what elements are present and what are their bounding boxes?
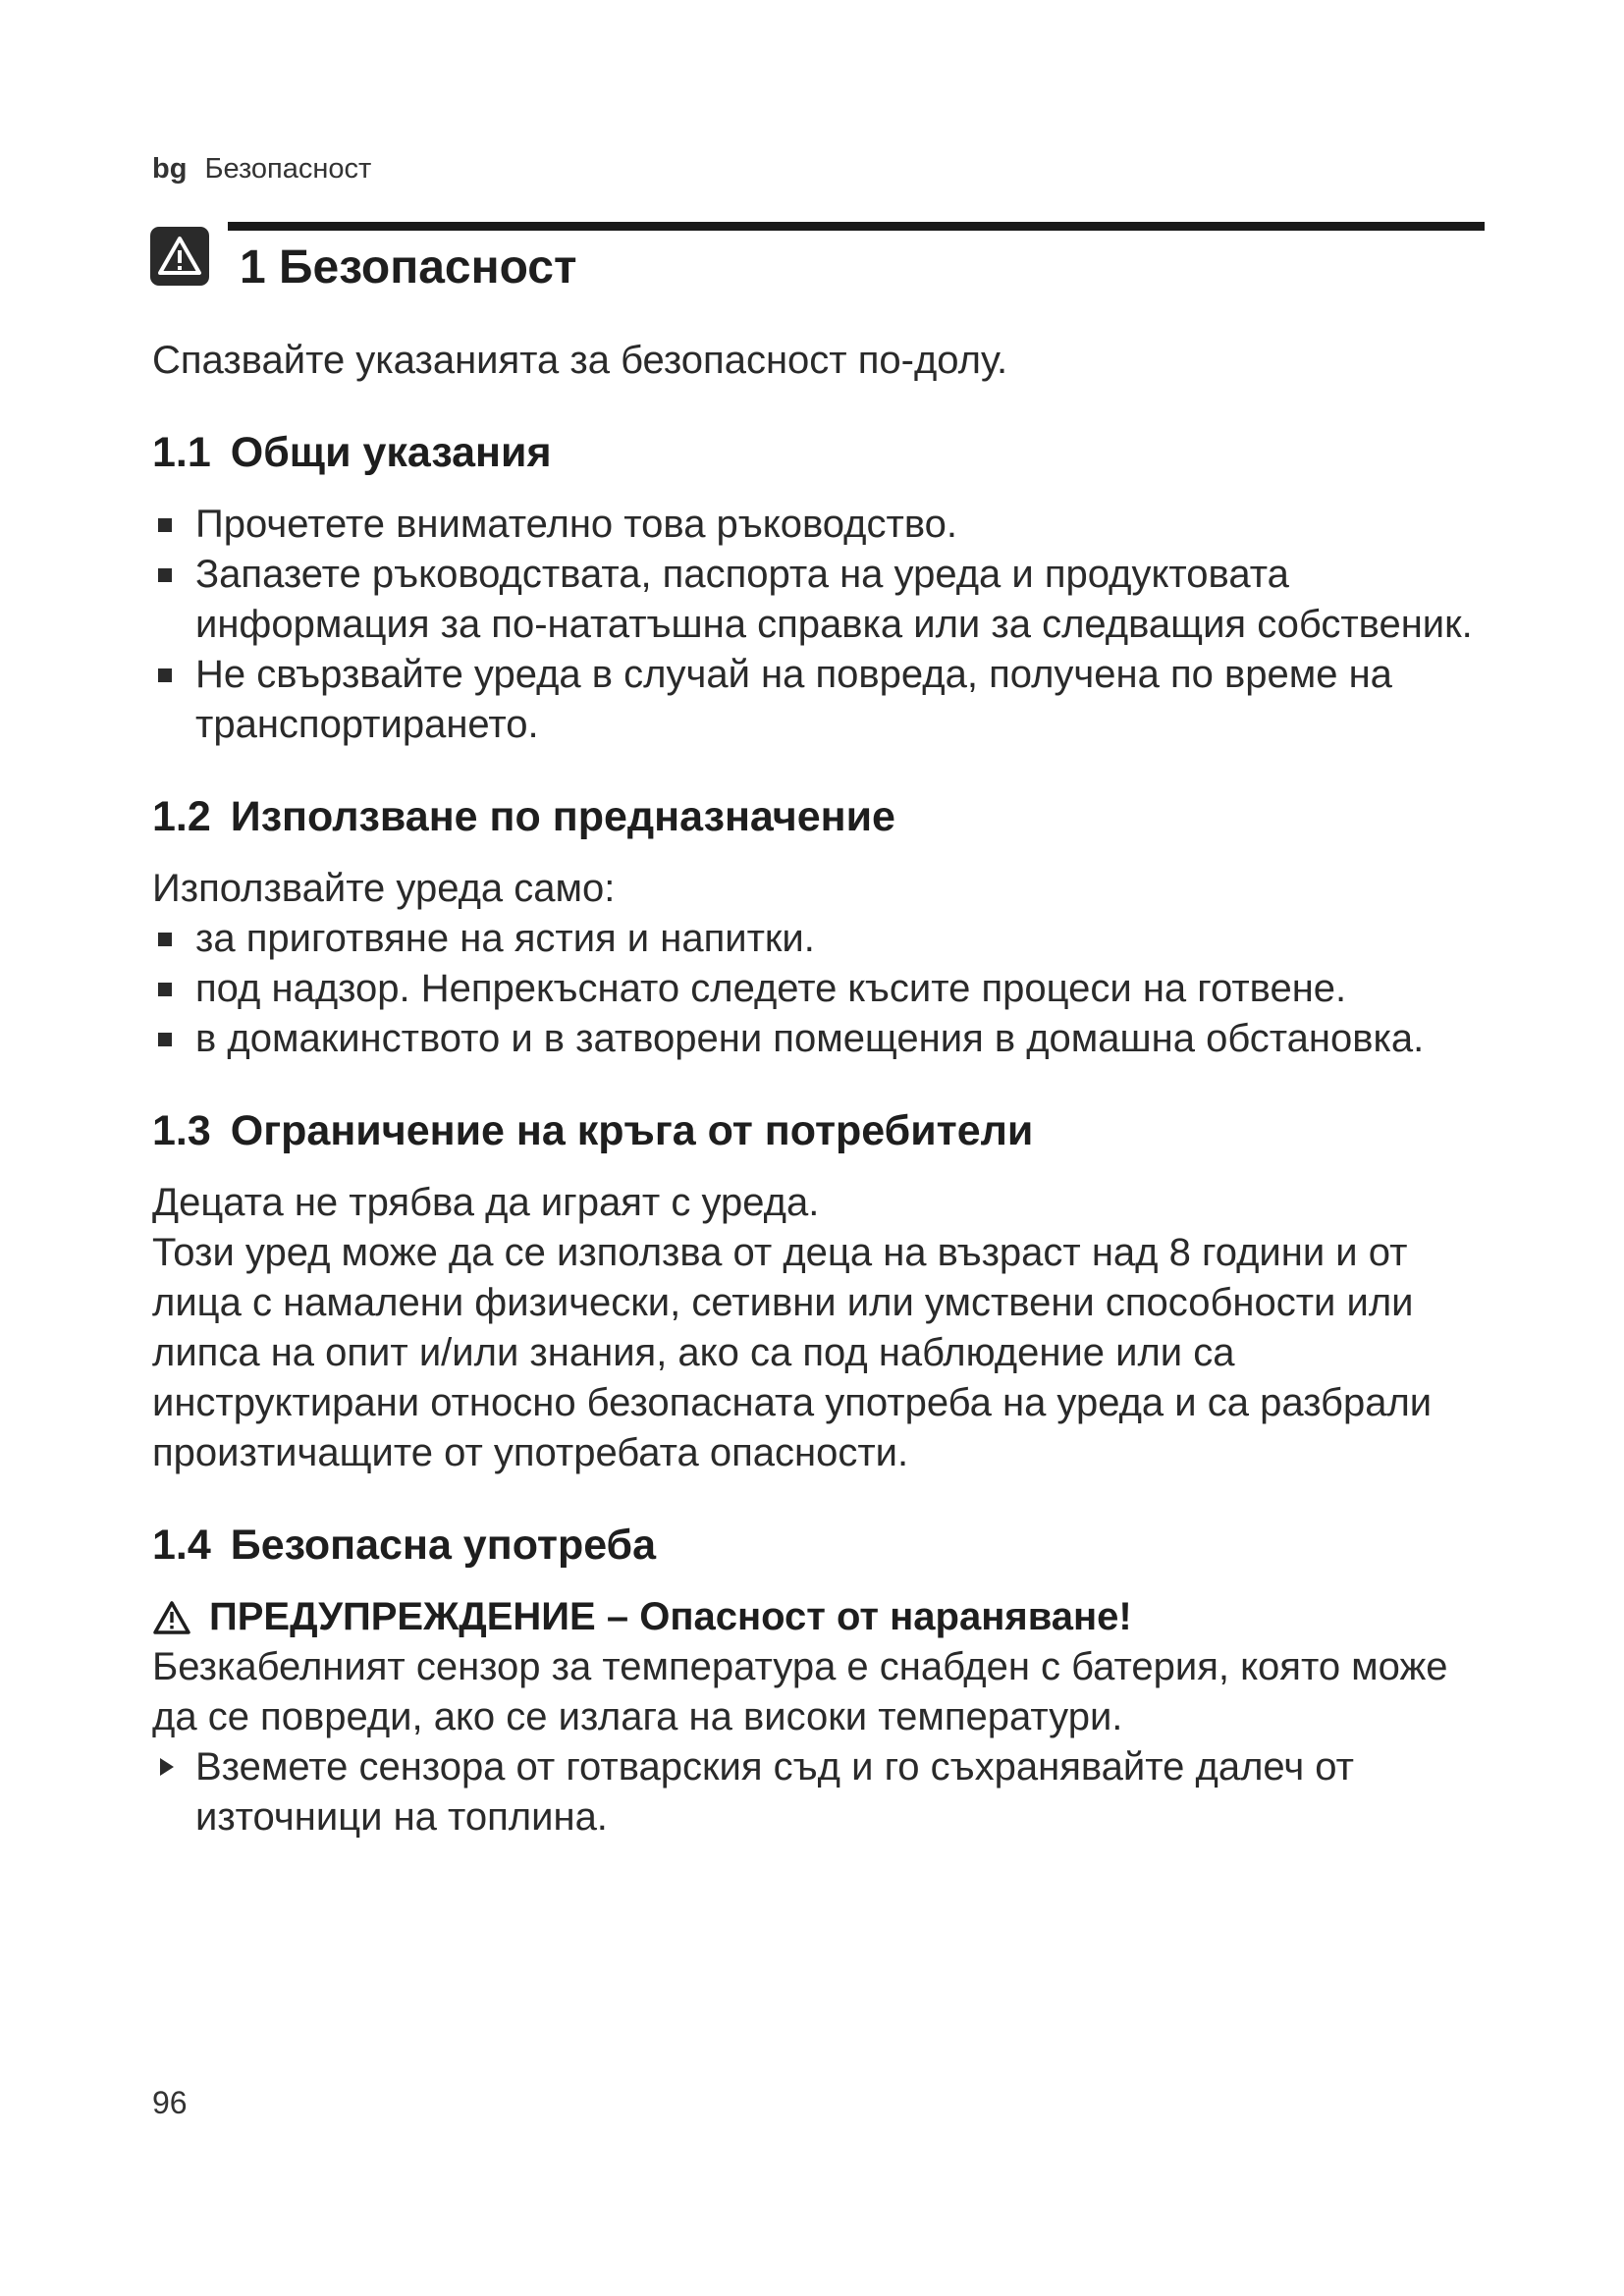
warning-heading: ПРЕДУПРЕЖДЕНИЕ – Опасност от нараняване!: [152, 1592, 1497, 1642]
document-body: [152, 336, 1497, 1842]
warning-text: Безкабелният сензор за температура е снабден с батерия, която може да се повреди, ако се излага на високи температури.: [152, 1645, 1448, 1738]
chapter-title: 1 Безопасност: [240, 241, 577, 294]
header-section-title: Безопасност: [204, 153, 372, 185]
list-item: за приготвяне на ястия и напитки.: [152, 914, 1497, 964]
paragraph: Децата не трябва да играят с уреда.: [152, 1181, 820, 1224]
list-item: Не свързвайте уреда в случай на повреда, получена по време на транспортирането.: [152, 650, 1497, 750]
general-instructions-list: [152, 500, 1497, 750]
section-heading-1-4: 1.4 Безопасна употреба: [152, 1522, 657, 1569]
list-item: в домакинството и в затворени помещения в домашна обстановка.: [152, 1014, 1497, 1064]
intro-text: Спазвайте указанията за безопасност по-долу.: [152, 339, 1008, 382]
action-list: [152, 1742, 1497, 1842]
language-code: bg: [152, 153, 188, 185]
warning-icon: [150, 227, 209, 286]
list-item: Запазете ръководствата, паспорта на уреда и продуктовата информация за по-нататъшна справка или за следващия собственик.: [152, 550, 1497, 650]
action-item: Вземете сензора от готварския съд и го съхранявайте далеч от източници на топлина.: [152, 1742, 1497, 1842]
intended-use-lead: Използвайте уреда само:: [152, 867, 616, 910]
section-heading-1-1: 1.1 Общи указания: [152, 429, 552, 476]
page-number: 96: [152, 2085, 188, 2120]
section-heading-1-3: 1.3 Ограничение на кръга от потребители: [152, 1107, 1034, 1154]
chapter-rule: [228, 222, 1485, 231]
paragraph: Този уред може да се използва от деца на възраст над 8 години и от лица с намалени физически, сетивни или умствени способности или липса на опит и/или знания, ако са под наблюдение или са инструктирани относно безопасната употреба на уреда и са разбрали произтичащите от употребата опасности.: [152, 1231, 1433, 1474]
warning-triangle-icon: [152, 1600, 191, 1635]
running-header: [152, 153, 371, 186]
list-item: под надзор. Непрекъснато следете късите процеси на готвене.: [152, 964, 1497, 1014]
arrow-icon: [160, 1758, 174, 1776]
intended-use-list: [152, 914, 1497, 1064]
section-heading-1-2: 1.2 Използване по предназначение: [152, 793, 895, 840]
list-item: Прочетете внимателно това ръководство.: [152, 500, 1497, 550]
